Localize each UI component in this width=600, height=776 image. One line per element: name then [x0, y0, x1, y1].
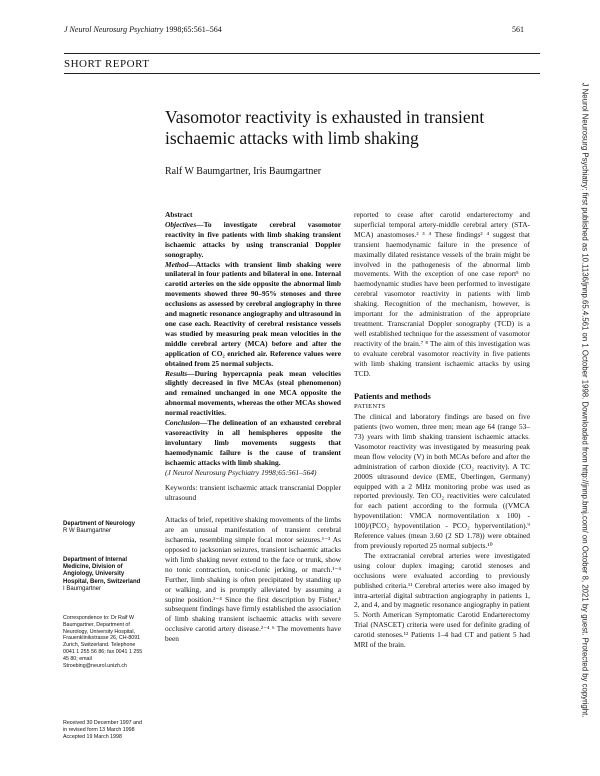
methods-heading: Patients and methods: [354, 392, 431, 402]
conclusion-text: The delineation of an exhausted cerebral vasoreactivity in all hemispheres opposite the involuntary limb movements suggests that haemodynamic failure is the cause of transient ischaemic attacks with limb shaking.: [165, 418, 341, 467]
results-text: During hypercapnia peak mean velocities slightly decreased in five MCAs (steal phenomenon) and remained unchanged in one MCA opposite the abnormal movements, whereas the other MCAs showed normal reactivities.: [165, 368, 341, 418]
patients-subheading: PATIENTS: [354, 403, 386, 411]
right-column: [354, 210, 530, 650]
dept1-person: R W Baumgartner: [63, 528, 112, 535]
correspondence: Correspondence to: Dr Ralf W Baumgartner, Department of Neurology, University Hospital, Frauenklinikstrasse 26, CH-8091 Zurich, Switzerland. Telephone 0041 1 255 56 86; fax 0041 1 255 45 80; email Stroebing@neurol.unizh.ch: [63, 615, 143, 669]
keywords: Keywords: transient ischaemic attack transcranial Doppler ultrasound: [165, 483, 341, 503]
abstract-conclusion: [165, 418, 341, 468]
abstract-results: [165, 369, 341, 419]
results-label: Results—: [165, 368, 195, 378]
abstract-column: [165, 210, 341, 644]
abstract-method: [165, 260, 341, 369]
dept1-name: Department of Neurology: [63, 521, 136, 527]
affiliation-1: [63, 521, 143, 535]
methods-paragraph-1: The clinical and laboratory findings are based on five patients (two women, three men; mean age 64 (range 53–73) years with limb shaking transient ischaemic attacks. Vasomotor reactivity was investigated by measuring peak mean flow velocity (V) in both MCAs before and after the administration of carbon dioxide (CO₂ reactivity). A TC 2000S ultrasound device (EME, Überlingen, Germany) equipped with a 2 MHz monitoring probe was used as reported previously. Ten CO₂ reactivities were calculated for each patient according to the formula ((VMCA hypoventilation: VMCA normoventilation x 100) - 100)/(PCO₂ hypoventilation - PCO₂ hyperventilation).⁹ Reference values (mean 3.60 (2 SD 1.78)) were obtained from previously reported 25 normal subjects.¹⁰: [354, 412, 530, 550]
abstract-citation: (J Neurol Neurosurg Psychiatry 1998;65:561–564): [165, 467, 317, 477]
intro-continued: reported to cease after carotid endarterectomy and superficial temporal artery-middle cerebral artery (STA-MCA) anastomoses.² ³ ⁴ These findings² ⁴ suggest that transient haemodynamic failure in the presence of maximally dilated resistance vessels of the brain might be involved in the pathogenesis of the abnormal limb movements. With the exception of one case report⁵ no haemodynamic studies have been performed to investigate cerebral vasomotor reactivity in patients with limb shaking. Recognition of the mechanism, however, is important for the administration of the appropriate treatment. Transcranial Doppler sonography (TCD) is a well established technique for the assessment of vasomotor reactivity of the brain.⁷ ⁸ The aim of this investigation was to evaluate cerebral vasomotor reactivity in five patients with limb shaking transient ischaemic attacks by using TCD.: [354, 210, 530, 378]
abstract-objectives: [165, 220, 341, 260]
running-header-journal: [64, 25, 222, 34]
section-rule: [64, 73, 540, 74]
journal-citation: 1998;65:561–564: [165, 25, 222, 34]
article-authors: Ralf W Baumgartner, Iris Baumgartner: [165, 166, 322, 177]
methods-paragraph-2: The extracranial cerebral arteries were investigated using colour duplex imaging; carotid stenoses and occlusions were evaluated according to previously published criteria.¹¹ Cerebral arteries were also imaged by intra-arterial digital subtraction angiography in patients 1, 2, and 4, and by magnetic resonance angiography in patient 5. North American Symptomatic Carotid Endarterectomy Trial (NASCET) criteria were used for definite grading of carotid stenoses.¹² Patients 1–4 had CT and patient 5 had MRI of the brain.: [354, 550, 530, 650]
vertical-download-note: J Neurol Neurosurg Psychiatry: first published as 10.1136/jnnp.65.4.561 on 1 October 1998. Downloaded from http://jnnp.bmj.com/ on October 8, 2021 by guest. Protected by copyright.: [580, 82, 590, 718]
section-label: SHORT REPORT: [64, 58, 150, 70]
affiliation-2: [63, 557, 143, 593]
article-title: Vasomotor reactivity is exhausted in transient ischaemic attacks with limb shaking: [165, 107, 485, 148]
objectives-label: Objectives—: [165, 219, 204, 229]
intro-paragraph: Attacks of brief, repetitive shaking movements of the limbs are an unusual manifestation of transient cerebral ischaemia, resembling simple focal motor seizures.¹⁻³ As opposed to jacksonian seizures, transient ischaemic attacks with limb shaking never extend to the face or trunk, show no tonic contraction, tonic-clonic jerking, or march.¹⁻⁴ Further, limb shaking is often precipitated by standing up or walking, and is promptly alleviated by assuming a supine position.²⁻⁴ Since the first description by Fisher,¹ subsequent findings have firmly established the association of limb shaking transient ischaemic attacks with severe occlusive carotid artery disease.²⁻⁴ ⁶ The movements have been: [165, 515, 341, 644]
received-dates: Received 30 December 1997 and in revised form 13 March 1998 Accepted 19 March 1998: [63, 720, 142, 740]
conclusion-label: Conclusion—: [165, 418, 208, 428]
method-text: Attacks with transient limb shaking were unilateral in four patients and bilateral in one. Internal carotid arteries on the side opposite the abnormal limb movements showed three 90–95% stenoses and three occlusions as assessed by cerebral angiography in three and magnetic resonance angiography and ultrasound in one case each. Reactivity of cerebral resistance vessels was studied by measuring peak mean velocities in the middle cerebral artery (MCA) before and after the application of CO₂ enriched air. Reference values were obtained from 25 normal subjects.: [165, 259, 341, 368]
dept2-person: I Baumgartner: [63, 585, 102, 592]
abstract-heading: Abstract: [165, 210, 193, 219]
page-number: 561: [512, 25, 524, 34]
dept2-name: Department of Internal Medicine, Division of Angiology, University Hospital, Bern, Switzerland: [63, 557, 141, 585]
objectives-text: To investigate cerebral vasomotor reactivity in five patients with limb shaking transient ischaemic attacks by using transcranial Doppler sonography.: [165, 219, 341, 259]
method-label: Method—: [165, 259, 196, 269]
top-rule: [64, 53, 540, 54]
journal-name: J Neurol Neurosurg Psychiatry: [64, 25, 164, 34]
